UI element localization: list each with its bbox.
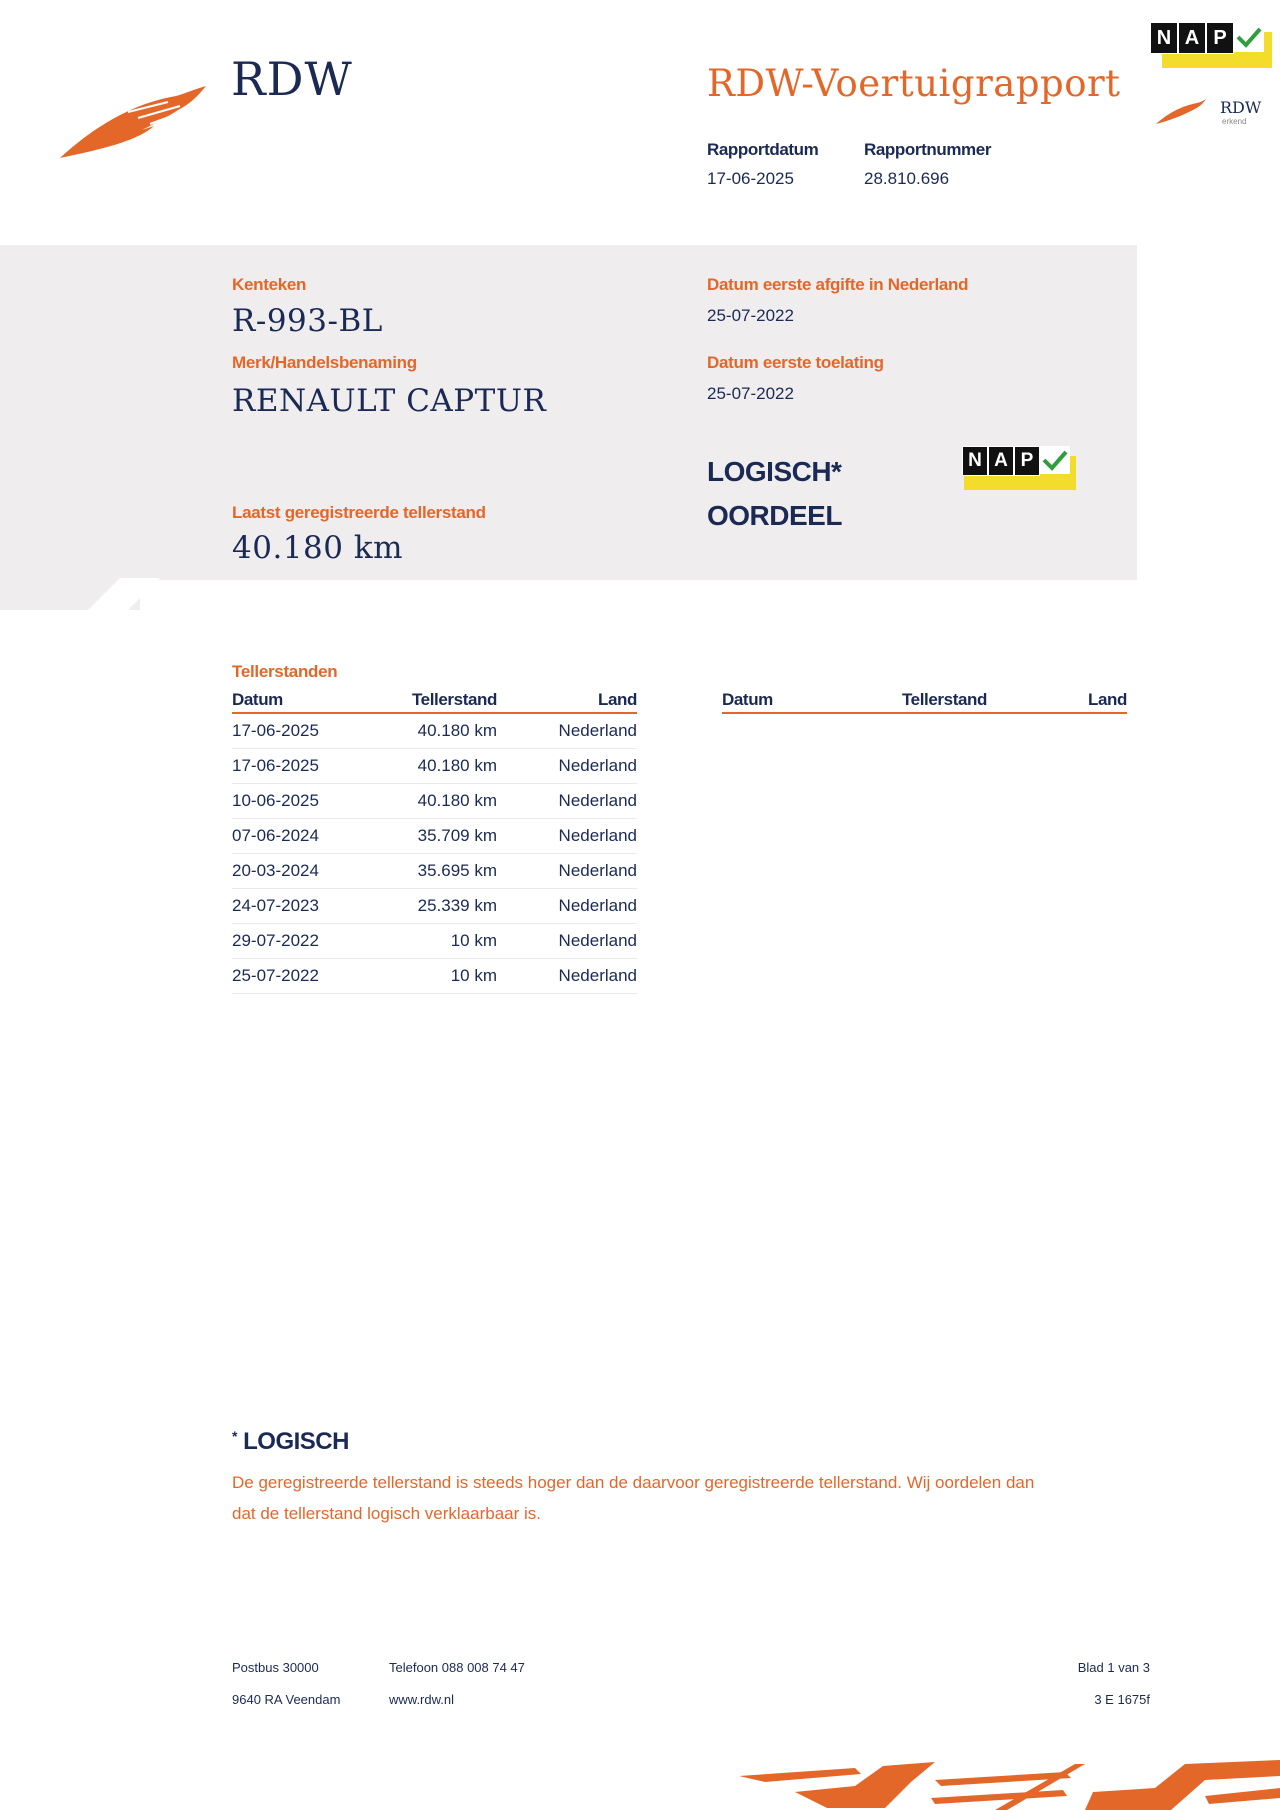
table-row — [232, 924, 637, 959]
cell-odometer: 10 km — [450, 931, 497, 950]
cell-date: 24-07-2023 — [232, 896, 319, 915]
table-row — [232, 959, 637, 994]
cell-odometer: 40.180 km — [417, 721, 497, 740]
checkmark-icon — [1234, 22, 1264, 52]
cell-date: 17-06-2025 — [232, 756, 319, 775]
footer-code: 3 E 1675f — [1094, 1692, 1150, 1707]
report-number-label: Rapportnummer — [864, 140, 992, 159]
note-text — [232, 1467, 1152, 1529]
make-label: Merk/Handelsbenaming — [232, 353, 417, 372]
last-odometer-value: 40.180 km — [232, 530, 404, 566]
nap-letter: N — [962, 446, 988, 476]
col-tellerstand: Tellerstand — [411, 690, 497, 709]
footer-phone: Telefoon 088 008 74 47 — [389, 1660, 525, 1675]
vehicle-info-panel — [0, 245, 1137, 580]
footer-page-number: Blad 1 van 3 — [1077, 1660, 1150, 1675]
report-date: 17-06-2025 — [707, 169, 794, 188]
plate-label: Kenteken — [232, 275, 307, 294]
table-header — [232, 690, 637, 714]
brand-wordmark: RDW — [231, 52, 353, 106]
plate-value: R-993-BL — [232, 303, 383, 339]
cell-date: 20-03-2024 — [232, 861, 319, 880]
report-date-label: Rapportdatum — [707, 140, 819, 159]
first-issue-value: 25-07-2022 — [707, 306, 794, 325]
nap-letter: P — [1206, 22, 1234, 54]
footer-stripes-decoration — [735, 1758, 1280, 1810]
nap-badge-panel — [962, 446, 1077, 490]
verdict-oordeel: OORDEEL — [707, 500, 842, 531]
cell-country: Nederland — [558, 966, 637, 985]
table-row — [232, 819, 637, 854]
first-admission-value: 25-07-2022 — [707, 384, 794, 403]
checkmark-icon — [1040, 446, 1070, 474]
cell-country: Nederland — [558, 791, 637, 810]
cell-date: 07-06-2024 — [232, 826, 319, 845]
cell-date: 25-07-2022 — [232, 966, 319, 985]
verdict-block — [707, 450, 842, 538]
table-header — [722, 690, 1127, 714]
cell-country: Nederland — [558, 931, 637, 950]
col-tellerstand: Tellerstand — [901, 690, 987, 709]
cell-country: Nederland — [558, 826, 637, 845]
footer-postal-city: 9640 RA Veendam — [232, 1692, 341, 1707]
verdict-logisch: LOGISCH* — [707, 456, 842, 487]
table-row — [232, 784, 637, 819]
cell-date: 29-07-2022 — [232, 931, 319, 950]
report-title: RDW-Voertuigrapport — [707, 62, 1121, 105]
odometer-table-left — [232, 690, 637, 994]
footer-po-box: Postbus 30000 — [232, 1660, 319, 1675]
table-row — [232, 714, 637, 749]
cell-odometer: 40.180 km — [417, 756, 497, 775]
table-row — [232, 854, 637, 889]
col-land: Land — [1087, 690, 1127, 709]
cell-date: 10-06-2025 — [232, 791, 319, 810]
cell-odometer: 25.339 km — [417, 896, 497, 915]
cell-date: 17-06-2025 — [232, 721, 319, 740]
first-issue-label: Datum eerste afgifte in Nederland — [707, 275, 969, 294]
col-land: Land — [597, 690, 637, 709]
note-title — [232, 1428, 349, 1456]
cell-country: Nederland — [558, 721, 637, 740]
nap-letter: A — [1178, 22, 1206, 54]
note-asterisk: * — [232, 1428, 237, 1444]
cell-country: Nederland — [558, 756, 637, 775]
footer-website-link[interactable]: www.rdw.nl — [389, 1692, 455, 1707]
note-text-line: dat de tellerstand logisch verklaarbaar is. — [232, 1504, 541, 1523]
rdw-erkend-sub: erkend — [1222, 117, 1247, 126]
cell-country: Nederland — [558, 896, 637, 915]
first-admission-label: Datum eerste toelating — [707, 353, 884, 372]
cell-odometer: 10 km — [450, 966, 497, 985]
cell-odometer: 35.709 km — [417, 826, 497, 845]
table-row — [232, 889, 637, 924]
rdw-erkend-text: RDW — [1220, 98, 1262, 117]
cell-country: Nederland — [558, 861, 637, 880]
rdw-erkend-logo-icon — [1155, 98, 1207, 126]
rdw-logo-icon — [58, 82, 208, 162]
nap-letter: N — [1150, 22, 1178, 54]
col-datum: Datum — [232, 690, 283, 709]
odometer-table-right — [722, 690, 1127, 714]
note-title-text: LOGISCH — [243, 1428, 349, 1455]
cell-odometer: 35.695 km — [417, 861, 497, 880]
table-row — [232, 749, 637, 784]
nap-letter: A — [988, 446, 1014, 476]
report-number: 28.810.696 — [864, 169, 950, 188]
make-value: RENAULT CAPTUR — [232, 383, 547, 419]
cell-odometer: 40.180 km — [417, 791, 497, 810]
nap-letter: P — [1014, 446, 1040, 476]
odometer-section-title: Tellerstanden — [232, 662, 338, 681]
note-text-line: De geregistreerde tellerstand is steeds hoger dan de daarvoor geregistreerde tellerstand. Wij oordelen dan — [232, 1473, 1035, 1492]
last-odometer-label: Laatst geregistreerde tellerstand — [232, 503, 486, 522]
nap-badge-top — [1150, 22, 1270, 68]
col-datum: Datum — [722, 690, 773, 709]
